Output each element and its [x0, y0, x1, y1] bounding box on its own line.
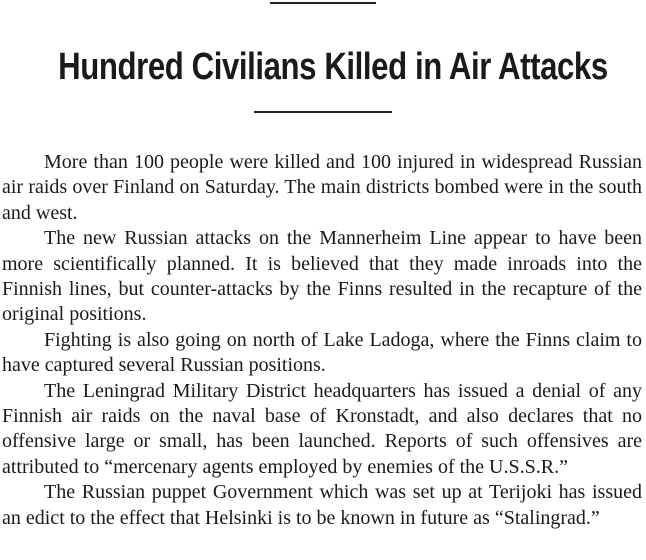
article-paragraph-3: Fighting is also going on north of Lake Ladoga, where the Finns claim to have captured several Russian positions. [2, 328, 642, 377]
headline-divider-rule [254, 111, 392, 113]
article-paragraph-5: The Russian puppet Government which was set up at Terijoki has issued an edict to the effect that Helsinki is to be known in future as “Stalingrad.” [2, 481, 642, 529]
article-paragraph-2: The new Russian attacks on the Mannerheim Line appear to have been more scientifically planned. It is believed that they made inroads into the Finnish lines, but counter-attacks by the Finns resulted in the recapture of the original positions. [2, 227, 642, 326]
headline: Hundred Civilians Killed in Air Attacks [58, 46, 608, 88]
article-paragraph-1: More than 100 people were killed and 100 injured in widespread Russian air raids over Finland on Saturday. The main districts bombed were in the south and west. [2, 151, 642, 224]
top-divider-rule [270, 2, 376, 4]
article-paragraph-4: The Leningrad Military District headquarters has issued a denial of any Finnish air raids on the naval base of Kronstadt, and also declares that no offensive large or small, has been launched. Reports of such offensives are attributed to “mercenary agents employed by enemies of the U.S.S.R.” [2, 379, 642, 478]
article-body [2, 150, 642, 531]
